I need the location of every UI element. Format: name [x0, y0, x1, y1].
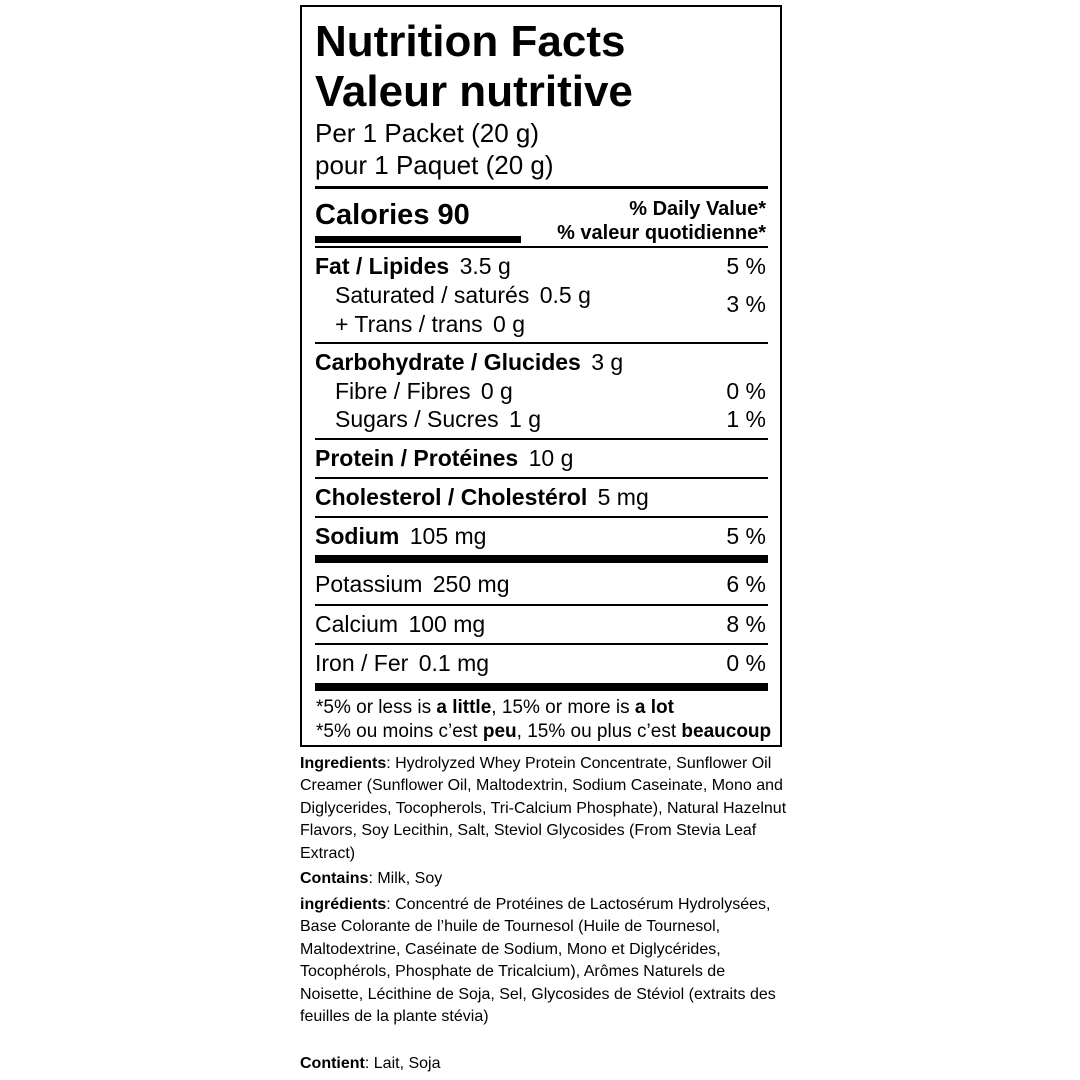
fibre-amount: 0 g: [480, 378, 513, 404]
footnote-french-peu: peu: [482, 721, 517, 742]
fat-dv: 5 %: [726, 253, 766, 279]
fibre-row: [335, 377, 513, 405]
serving-size-english: Per 1 Packet (20 g): [315, 118, 539, 148]
potassium-amount: 250 mg: [432, 571, 510, 597]
sugars-amount: 1 g: [509, 406, 542, 432]
carbohydrate-amount: 3 g: [591, 349, 624, 375]
iron-amount: 0.1 mg: [418, 650, 490, 676]
title-french: Valeur nutritive: [315, 67, 633, 116]
contains-english: [300, 868, 790, 890]
sugars-row: [335, 405, 541, 433]
protein-label: Protein / Protéines: [315, 445, 519, 471]
protein-amount: 10 g: [528, 445, 574, 471]
daily-value-header-french: % valeur quotidienne*: [557, 222, 766, 244]
thick-divider: [315, 683, 768, 691]
fat-label: Fat / Lipides: [315, 253, 450, 279]
calcium-amount: 100 mg: [408, 611, 486, 637]
title-english: Nutrition Facts: [315, 17, 626, 66]
sugars-label: Sugars / Sucres: [335, 406, 499, 432]
ingredients-french-label: ingrédients: [300, 896, 387, 913]
footnote-english-text: *5% or less is: [316, 697, 437, 718]
divider: [315, 342, 768, 344]
contains-french: [300, 1053, 790, 1075]
ingredients-french: [300, 894, 790, 1028]
protein-row: [315, 444, 573, 472]
thick-divider: [315, 555, 768, 563]
sugars-dv: 1 %: [726, 406, 766, 432]
cholesterol-label: Cholesterol / Cholestérol: [315, 484, 588, 510]
divider: [315, 438, 768, 440]
divider: [315, 477, 768, 479]
carbohydrate-label: Carbohydrate / Glucides: [315, 349, 581, 375]
fibre-dv: 0 %: [726, 378, 766, 404]
potassium-dv: 6 %: [726, 571, 766, 597]
sodium-amount: 105 mg: [409, 523, 487, 549]
trans-label: + Trans / trans: [335, 311, 483, 337]
sodium-dv: 5 %: [726, 523, 766, 549]
fat-amount: 3.5 g: [459, 253, 511, 279]
footnote-english-lot: a lot: [634, 697, 674, 718]
saturated-row: [335, 281, 591, 309]
contains-english-label: Contains: [300, 870, 369, 887]
ingredients-english-text: : Hydrolyzed Whey Protein Concentrate, Sunflower Oil Creamer (Sunflower Oil, Maltodextrin, Sodium Caseinate, Mono and Diglycerides, Tocopherols, Tri-Calcium Phosphate), Natural Hazelnut Flavors, Soy Lecithin, Salt, Steviol Glycosides (From Stevia Leaf Extract): [300, 755, 787, 862]
calories-label: Calories: [315, 199, 430, 231]
calcium-label: Calcium: [315, 611, 399, 637]
trans-row: [335, 310, 525, 338]
calories-value: 90: [437, 199, 470, 231]
calories-underline: [315, 236, 521, 243]
carbohydrate-row: [315, 348, 623, 376]
iron-label: Iron / Fer: [315, 650, 409, 676]
sodium-label: Sodium: [315, 523, 400, 549]
ingredients-english: [300, 753, 790, 865]
fibre-label: Fibre / Fibres: [335, 378, 471, 404]
trans-amount: 0 g: [493, 311, 526, 337]
calcium-dv: 8 %: [726, 611, 766, 637]
potassium-row: [315, 570, 509, 598]
divider: [315, 516, 768, 518]
ingredients-english-label: Ingredients: [300, 755, 387, 772]
saturated-label: Saturated / saturés: [335, 282, 530, 308]
potassium-label: Potassium: [315, 571, 423, 597]
footnote-french-text-2: , 15% ou plus c’est: [516, 721, 682, 742]
footnote-english-text-2: , 15% or more is: [491, 697, 635, 718]
contains-french-label: Contient: [300, 1055, 365, 1072]
footnote-english-little: a little: [436, 697, 492, 718]
cholesterol-amount: 5 mg: [597, 484, 649, 510]
thick-divider: [315, 186, 768, 189]
divider: [315, 643, 768, 645]
serving-size-french: pour 1 Paquet (20 g): [315, 150, 554, 180]
daily-value-header-english: % Daily Value*: [629, 198, 766, 220]
cholesterol-row: [315, 483, 649, 511]
calories-row: [315, 197, 470, 233]
footnote-english: [316, 696, 674, 720]
footnote-french-text: *5% ou moins c’est: [316, 721, 483, 742]
iron-dv: 0 %: [726, 650, 766, 676]
fat-row: [315, 252, 511, 280]
saturated-amount: 0.5 g: [539, 282, 591, 308]
calcium-row: [315, 610, 485, 638]
divider: [315, 604, 768, 606]
footnote-french: [316, 720, 771, 744]
nutrition-facts-table: [300, 5, 782, 747]
sodium-row: [315, 522, 486, 550]
saturated-trans-dv: 3 %: [726, 291, 766, 317]
iron-row: [315, 649, 489, 677]
contains-english-text: : Milk, Soy: [368, 870, 443, 887]
footnote-french-beaucoup: beaucoup: [681, 721, 772, 742]
ingredients-french-text: : Concentré de Protéines de Lactosérum Hydrolysées, Base Colorante de l’huile de Tournesol (Huile de Tournesol, Maltodextrine, Caséinate de Sodium, Mono et Diglycérides, Tocophérols, Phosphate de Tricalcium), Arômes Naturels de Noisette, Lécithine de Soja, Sel, Glycosides de Stéviol (extraits des feuilles de la plante stévia): [300, 896, 776, 1026]
contains-french-text: : Lait, Soja: [364, 1055, 441, 1072]
divider: [315, 246, 768, 248]
